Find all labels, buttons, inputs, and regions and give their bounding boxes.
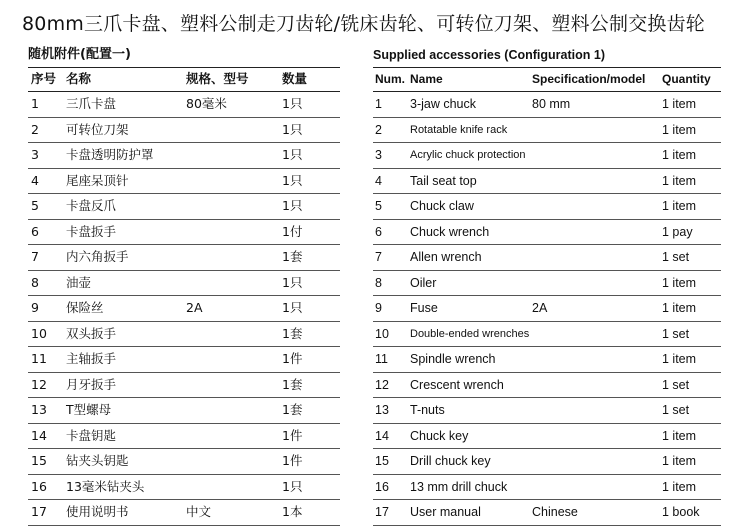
table-row	[373, 424, 721, 450]
cell-qty: 1件	[282, 351, 303, 366]
cell-spec: 80毫米	[186, 96, 227, 111]
table-row	[373, 500, 721, 526]
cell-qty: 1付	[282, 223, 303, 239]
table-row	[373, 347, 721, 373]
header-qty-en: Quantity	[662, 72, 711, 86]
cell-name: Chuck claw	[410, 199, 474, 213]
cell-qty: 1 item	[662, 454, 697, 468]
cell-num: 8	[31, 274, 39, 290]
cell-qty: 1 item	[662, 199, 697, 213]
cell-name: Fuse	[410, 301, 438, 315]
cell-qty: 1只	[282, 198, 303, 213]
cell-name: 卡盘反爪	[66, 198, 117, 213]
cell-name: Chuck key	[410, 428, 469, 443]
cell-num: 11	[31, 351, 47, 366]
cell-num: 6	[375, 224, 382, 239]
table-row	[373, 92, 721, 118]
cell-num: 3	[375, 148, 382, 162]
cell-name: 主轴扳手	[66, 351, 117, 366]
table-row	[28, 296, 340, 322]
cell-qty: 1 set	[662, 326, 690, 341]
cell-num: 16	[375, 479, 389, 494]
header-name-cn: 名称	[66, 71, 92, 86]
cell-name: 三爪卡盘	[66, 96, 117, 111]
table-row	[28, 347, 340, 373]
table-row	[28, 220, 340, 246]
table-row	[373, 118, 721, 144]
cell-num: 9	[375, 301, 382, 315]
cell-name: T-nuts	[410, 403, 445, 417]
table-row	[28, 373, 340, 399]
cell-qty: 1只	[282, 96, 303, 111]
cell-num: 13	[31, 402, 47, 417]
cell-name: Crescent wrench	[410, 377, 504, 392]
cell-spec: 2A	[532, 301, 548, 315]
cell-qty: 1套	[282, 376, 303, 392]
cell-name: 内六角扳手	[66, 249, 129, 264]
section-title-en: Supplied accessories (Configuration 1)	[373, 48, 605, 62]
cell-qty: 1套	[282, 402, 303, 417]
table-row	[28, 398, 340, 424]
cell-num: 13	[375, 403, 389, 417]
cell-num: 1	[31, 96, 39, 111]
table-row	[28, 322, 340, 348]
table-row	[28, 500, 340, 526]
table-row	[28, 118, 340, 144]
cell-qty: 1套	[282, 325, 303, 341]
cell-name: 月牙扳手	[66, 376, 117, 392]
cell-num: 9	[31, 300, 39, 315]
table-row	[28, 245, 340, 271]
cell-num: 1	[375, 97, 382, 111]
table-row	[28, 169, 340, 195]
table-body-cn	[28, 92, 340, 526]
english-accessories-table	[373, 45, 721, 526]
section-title-cn: 随机附件(配置一)	[28, 47, 131, 62]
cell-qty: 1 item	[662, 97, 697, 111]
page-title: 80mm三爪卡盘、塑料公制走刀齿轮/铣床齿轮、可转位刀架、塑料公制交换齿轮	[22, 13, 705, 35]
header-num-cn: 序号	[31, 71, 57, 86]
cell-name: T型螺母	[66, 402, 112, 417]
table-row	[28, 424, 340, 450]
cell-spec: Chinese	[532, 505, 578, 519]
cell-name: Double-ended wrenches	[410, 327, 530, 340]
table-row	[373, 169, 721, 195]
cell-spec: 80 mm	[532, 97, 571, 111]
cell-qty: 1 item	[662, 352, 697, 366]
cell-qty: 1 pay	[662, 224, 693, 239]
cell-qty: 1 set	[662, 250, 690, 264]
cell-qty: 1只	[282, 172, 303, 188]
cell-name: Drill chuck key	[410, 454, 491, 468]
table-row	[28, 143, 340, 169]
cell-qty: 1本	[282, 504, 303, 519]
cell-num: 10	[31, 325, 47, 341]
cell-num: 14	[375, 428, 389, 443]
cell-name: 钻夹头钥匙	[66, 453, 129, 468]
cell-num: 17	[375, 505, 389, 519]
table-row	[373, 296, 721, 322]
cell-qty: 1 item	[662, 148, 697, 162]
cell-qty: 1套	[282, 249, 303, 264]
table-row	[373, 322, 721, 348]
cell-num: 16	[31, 478, 47, 494]
cell-name: 保险丝	[66, 300, 104, 315]
cell-qty: 1 item	[662, 173, 697, 188]
cell-name: 13 mm drill chuck	[410, 479, 508, 494]
cell-name: Chuck wrench	[410, 224, 490, 239]
table-header-en	[373, 67, 721, 92]
cell-spec: 中文	[186, 504, 212, 519]
cell-qty: 1件	[282, 453, 303, 468]
cell-qty: 1只	[282, 478, 303, 494]
cell-name: Acrylic chuck protection	[410, 149, 526, 161]
cell-name: 3-jaw chuck	[410, 97, 476, 111]
cell-num: 8	[375, 275, 382, 290]
cell-qty: 1 set	[662, 377, 690, 392]
table-row	[28, 271, 340, 297]
cell-qty: 1 item	[662, 428, 697, 443]
cell-qty: 1 item	[662, 479, 697, 494]
cell-num: 14	[31, 427, 47, 443]
table-header-cn	[28, 67, 340, 92]
cell-name: 卡盘扳手	[66, 223, 117, 239]
cell-name: User manual	[410, 505, 481, 519]
cell-name: 卡盘钥匙	[66, 427, 117, 443]
cell-num: 12	[375, 377, 389, 392]
header-qty-cn: 数量	[282, 71, 308, 86]
cell-qty: 1只	[282, 300, 303, 315]
table-row	[373, 271, 721, 297]
cell-num: 5	[31, 198, 39, 213]
cell-name: Oiler	[410, 275, 437, 290]
cell-num: 12	[31, 376, 47, 392]
cell-num: 2	[375, 122, 382, 137]
cell-num: 3	[31, 147, 39, 162]
table-row	[28, 475, 340, 501]
cell-num: 11	[375, 352, 388, 366]
table-row	[28, 194, 340, 220]
header-name-en: Name	[410, 72, 443, 86]
table-row	[373, 220, 721, 246]
cell-num: 7	[375, 250, 382, 264]
cell-name: Tail seat top	[410, 173, 477, 188]
cell-name: Rotatable knife rack	[410, 123, 508, 136]
cell-spec: 2A	[186, 300, 203, 315]
cell-num: 6	[31, 223, 39, 239]
cell-qty: 1只	[282, 274, 303, 290]
cell-qty: 1 item	[662, 301, 697, 315]
table-row	[28, 92, 340, 118]
cell-name: 13毫米钻夹头	[66, 478, 145, 494]
header-spec-cn: 规格、型号	[186, 71, 249, 86]
table-row	[373, 449, 721, 475]
cell-num: 15	[31, 453, 47, 468]
table-row	[373, 143, 721, 169]
table-row	[373, 245, 721, 271]
table-row	[373, 194, 721, 220]
table-row	[373, 373, 721, 399]
cell-name: 使用说明书	[66, 504, 129, 519]
cell-name: 双头扳手	[66, 325, 117, 341]
cell-qty: 1只	[282, 147, 303, 162]
table-body-en	[373, 92, 721, 526]
cell-name: 尾座呆顶针	[66, 172, 129, 188]
table-row	[373, 398, 721, 424]
chinese-accessories-table	[28, 45, 340, 526]
table-row	[373, 475, 721, 501]
cell-qty: 1 item	[662, 122, 697, 137]
cell-num: 2	[31, 121, 39, 137]
cell-name: Spindle wrench	[410, 352, 496, 366]
cell-qty: 1 item	[662, 275, 697, 290]
cell-qty: 1只	[282, 121, 303, 137]
cell-name: Allen wrench	[410, 250, 482, 264]
cell-qty: 1件	[282, 427, 303, 443]
cell-name: 卡盘透明防护罩	[66, 147, 154, 162]
cell-num: 10	[375, 326, 389, 341]
cell-num: 4	[375, 173, 382, 188]
header-num-en: Num.	[375, 72, 405, 86]
header-spec-en: Specification/model	[532, 72, 646, 86]
cell-num: 4	[31, 172, 39, 188]
cell-num: 5	[375, 199, 382, 213]
cell-num: 17	[31, 504, 47, 519]
cell-name: 油壶	[66, 274, 92, 290]
cell-qty: 1 set	[662, 403, 690, 417]
cell-name: 可转位刀架	[66, 121, 129, 137]
cell-num: 7	[31, 249, 39, 264]
cell-num: 15	[375, 454, 389, 468]
cell-qty: 1 book	[662, 505, 700, 519]
table-row	[28, 449, 340, 475]
